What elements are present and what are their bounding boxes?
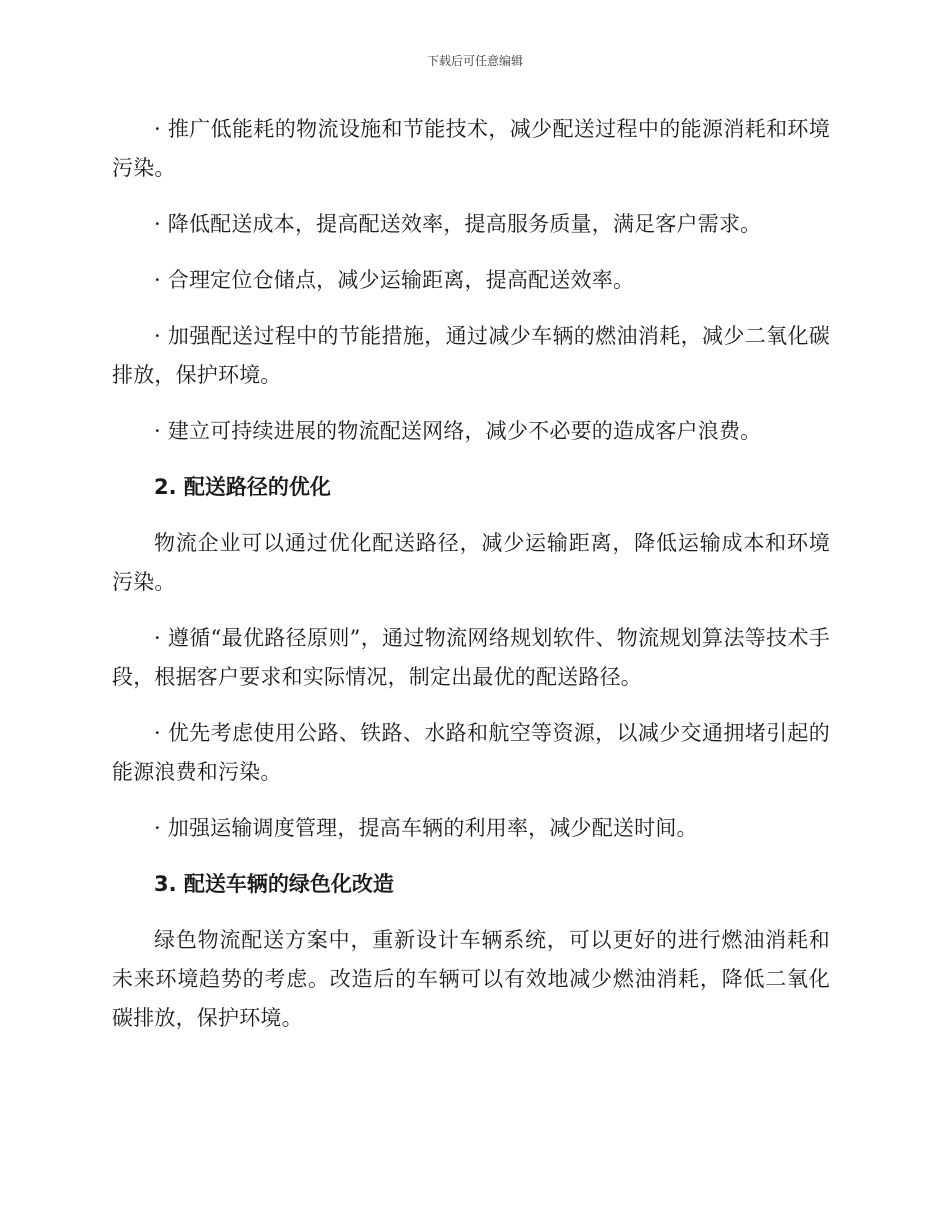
- bullet-paragraph: · 合理定位仓储点，减少运输距离，提高配送效率。: [154, 268, 635, 292]
- page-header: 下载后可任意编辑: [426, 54, 523, 68]
- document-body: [112, 110, 830, 1055]
- section-heading: 3. 配送车辆的绿色化改造: [154, 872, 394, 896]
- bullet-paragraph: · 推广低能耗的物流设施和节能技术，减少配送过程中的能源消耗和环境污染。: [112, 117, 830, 180]
- body-paragraph: 物流企业可以通过优化配送路径，减少运输距离，降低运输成本和环境污染。: [112, 531, 830, 594]
- bullet-paragraph: · 降低配送成本，提高配送效率，提高服务质量，满足客户需求。: [154, 212, 762, 236]
- bullet-paragraph: · 加强配送过程中的节能措施，通过减少车辆的燃油消耗，减少二氧化碳排放，保护环境。: [112, 324, 830, 387]
- body-paragraph: 绿色物流配送方案中，重新设计车辆系统，可以更好的进行燃油消耗和未来环境趋势的考虑。改造后的车辆可以有效地减少燃油消耗，降低二氧化碳排放，保护环境。: [112, 928, 830, 1030]
- bullet-paragraph: · 建立可持续进展的物流配送网络，减少不必要的造成客户浪费。: [154, 419, 762, 443]
- bullet-paragraph: · 加强运输调度管理，提高车辆的利用率，减少配送时间。: [154, 816, 698, 840]
- bullet-paragraph: · 遵循“最优路径原则”，通过物流网络规划软件、物流规划算法等技术手段，根据客户要求和实际情况，制定出最优的配送路径。: [112, 626, 830, 689]
- bullet-paragraph: · 优先考虑使用公路、铁路、水路和航空等资源，以减少交通拥堵引起的能源浪费和污染。: [112, 721, 830, 784]
- section-heading: 2. 配送路径的优化: [154, 475, 331, 499]
